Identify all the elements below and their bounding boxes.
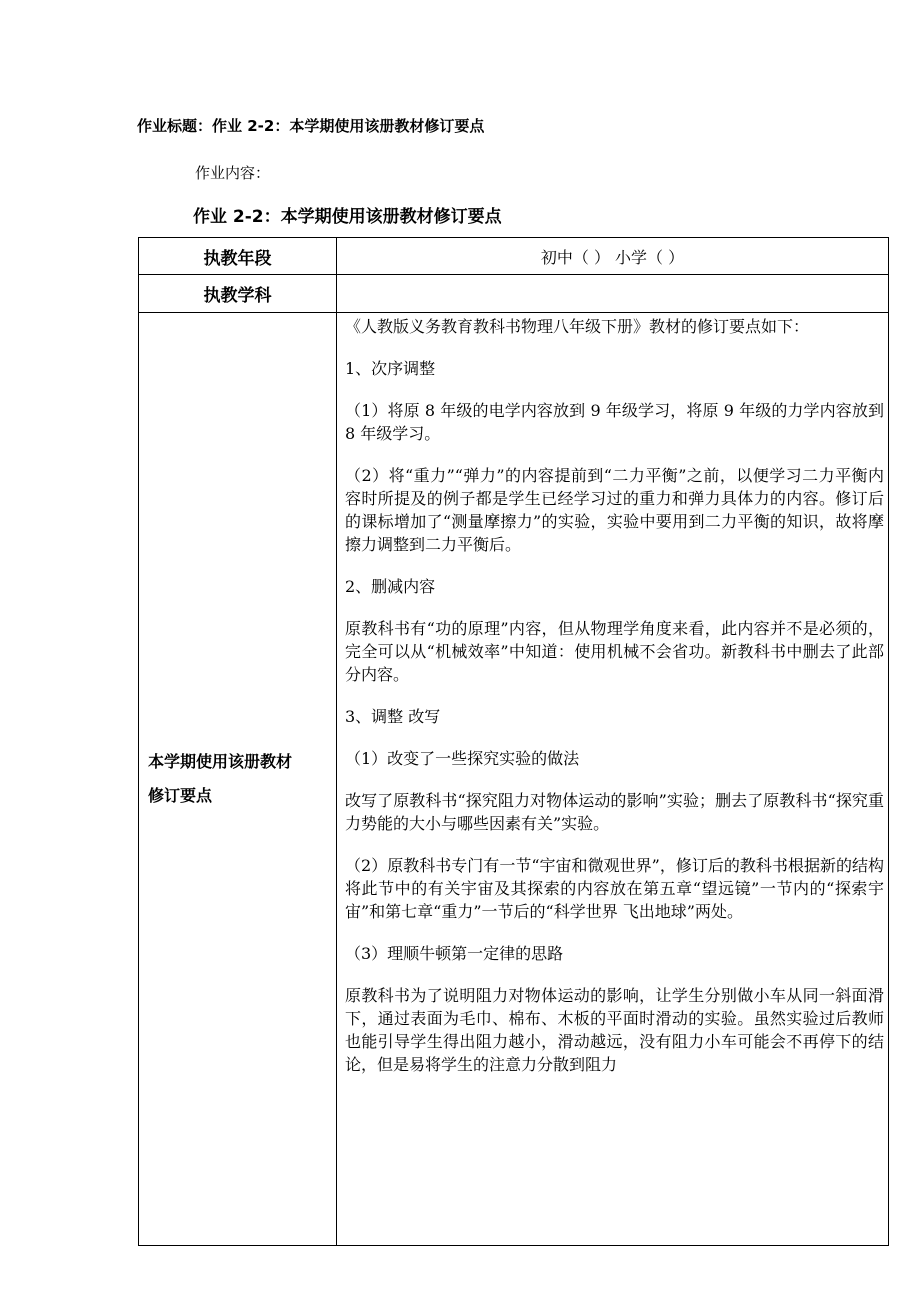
content-paragraph: 原教科书有“功的原理”内容，但从物理学角度来看，此内容并不是必须的，完全可以从“机械效率”中知道：使用机械不会省功。新教科书中删去了此部分内容。 xyxy=(345,619,884,684)
subject-row xyxy=(139,275,889,313)
content-paragraph: 原教科书为了说明阻力对物体运动的影响，让学生分别做小车从同一斜面滑下，通过表面为毛巾、棉布、木板的平面时滑动的实验。虽然实验过后教师也能引导学生得出阻力越小，滑动越远，没有阻力小车可能会不再停下的结论，但是易将学生的注意力分散到阻力 xyxy=(345,986,884,1074)
content-paragraph: （2）将“重力”“弹力”的内容提前到“二力平衡”之前，以便学习二力平衡内容时所提及的例子都是学生已经学习过的重力和弹力具体力的内容。修订后的课标增加了“测量摩擦力”的实验，实验中要用到二力平衡的知识，故将摩擦力调整到二力平衡后。 xyxy=(345,466,884,554)
assignment-title: 作业标题：作业 2-2：本学期使用该册教材修订要点 xyxy=(137,117,485,135)
revision-points-label-line1: 本学期使用该册教材 xyxy=(148,752,293,771)
content-paragraph: （1）将原 8 年级的电学内容放到 9 年级学习，将原 9 年级的力学内容放到 8 年级学习。 xyxy=(345,401,884,443)
content-paragraph: （2）原教科书专门有一节“宇宙和微观世界”，修订后的教科书根据新的结构将此节中的有关宇宙及其探索的内容放在第五章“望远镜”一节内的“探索宇宙”和第七章“重力”一节后的“科学世界 飞出地球”两处。 xyxy=(345,856,884,921)
revision-points-label-line2: 修订要点 xyxy=(148,786,213,805)
content-paragraph: 1、次序调整 xyxy=(345,359,436,378)
revision-points-content[interactable] xyxy=(337,313,889,1246)
content-paragraph: 3、调整 改写 xyxy=(345,707,441,726)
grade-level-value[interactable]: 初中（ ） 小学（ ） xyxy=(337,238,889,275)
subject-value[interactable] xyxy=(337,275,889,313)
assignment-content-label: 作业内容： xyxy=(195,164,271,182)
revision-points-label xyxy=(139,313,337,1246)
content-paragraph: 2、删减内容 xyxy=(345,577,436,596)
grade-level-row xyxy=(139,238,889,275)
content-paragraph: （3）理顺牛顿第一定律的思路 xyxy=(345,944,564,963)
document-heading: 作业 2-2：本学期使用该册教材修订要点 xyxy=(193,207,502,227)
revision-form-table xyxy=(138,237,889,1246)
content-paragraph: 《人教版义务教育教科书物理八年级下册》教材的修订要点如下： xyxy=(345,317,810,336)
content-paragraph: （1）改变了一些探究实验的做法 xyxy=(345,749,580,768)
subject-label: 执教学科 xyxy=(139,275,337,313)
revision-points-row xyxy=(139,313,889,1246)
grade-level-label: 执教年段 xyxy=(139,238,337,275)
content-paragraph: 改写了原教科书“探究阻力对物体运动的影响”实验；删去了原教科书“探究重力势能的大小与哪些因素有关”实验。 xyxy=(345,791,884,833)
